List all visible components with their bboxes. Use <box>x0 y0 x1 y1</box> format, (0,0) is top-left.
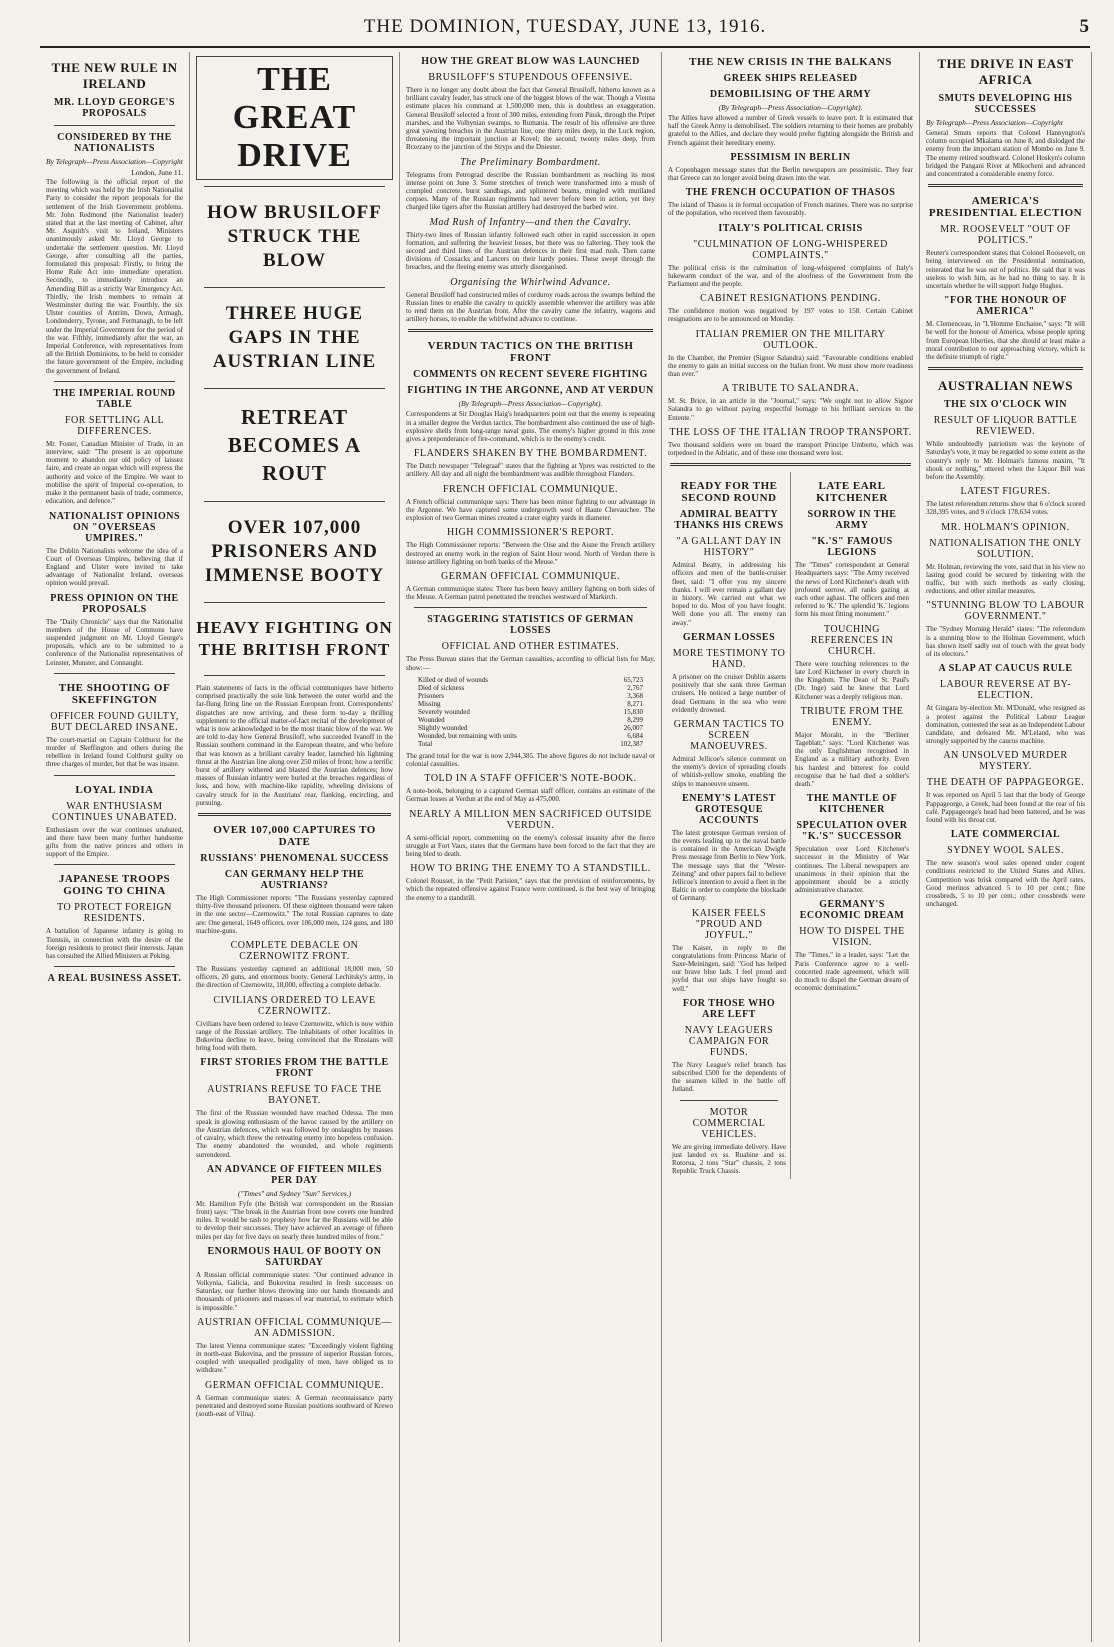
article-text: The island of Thasos is in formal occupation of French marines. There was no surprise of the population, who received them favourably. <box>668 201 913 218</box>
advert-heading: A REAL BUSINESS ASSET. <box>47 973 182 985</box>
headline-troop-transport: THE LOSS OF THE ITALIAN TROOP TRANSPORT. <box>669 426 912 438</box>
headline-french-communique: FRENCH OFFICIAL COMMUNIQUE. <box>442 483 619 495</box>
headline-east-africa: THE DRIVE IN EAST AFRICA <box>937 56 1074 87</box>
table-row <box>416 732 645 740</box>
headline-caucus: A SLAP AT CAUCUS RULE <box>938 663 1073 675</box>
article-text: The new season's wool sales opened under cogent conditions restricted to the United States and Allies. Competition was brisk compared with the April rates. Good merinos advanced 5 to 10 per cent.; fine crossbreds, 5 to 10 per cent.; other crossbreds were unchanged. <box>926 859 1085 909</box>
subhead-phenomenal: RUSSIANS' PHENOMENAL SUCCESS <box>200 853 389 865</box>
article-text: The grand total for the war is now 2,944,385. The above figures do not include naval or colonial casualties. <box>406 751 655 768</box>
article-text: General Smuts reports that Colonel Hannyngton's column occupied Mkalama on June 8, and dislodged the enemy from the important station of Mombo on June 9. The enemy retired southward. Colonel Hoskyn's column bridged the Pangani River at Mikocheni and advanced and concentrated a considerable enemy force. <box>926 129 1085 179</box>
intro-text: Plain statements of facts in the official communiques have hitherto comprised practically the sole link between the outer world and the far-flung firing line on the Russian European front. Correspondents' dispatches are now arriving, and these form to-day a thrilling supplement to the official matter-of-fact recital of the development of what is now acknowledged to be the most titanic blow of the war. We are told to-day how General Brusiloff, who succeeded Ivanoff in the Russian southern command in the European theatre, and who before that was known as a brilliant cavalry leader, launched his lightning thrust at the Austrian line along over 250 miles of front; how a terrific burst of artillery withered and blasted the Austrian defences; how masses of Russian infantry were hurled at the breaches regardless of loss, and how, with machine-like rapidity, wheeling divisions of cavalry struck for in the Austrians' rear, flanking, encircling, and pursuing. <box>196 684 393 807</box>
headline-presidential: AMERICA'S PRESIDENTIAL ELECTION <box>928 195 1083 220</box>
subcolumn-kitchener <box>791 472 913 1179</box>
article-text: The "Times," in a leader, says: "Let the Paris Conference agree to a well-concerted trade agreement, which will do much to dispel the German dream of economic domination." <box>795 951 909 993</box>
article-text: The court-martial on Captain Colthurst for the murder of Skeffington and others during the rebellion in Ireland found Colthurst guilty on three charges of murder, but that he was insane. <box>46 735 183 769</box>
headline-screen-tactics: GERMAN TACTICS TO SCREEN MANOEUVRES. <box>673 718 785 752</box>
stat-label: Total <box>417 739 433 748</box>
advert-text: We are giving immediate delivery. Have just landed ex ss. Ruahine and ss. Rotorua, 2 tons "Star" chassis, 2 tons Republic Truck Chassis. <box>672 1142 786 1176</box>
split-columns <box>668 472 913 1179</box>
headline-press-opinion: PRESS OPINION ON THE PROPOSALS <box>50 592 179 615</box>
headline-salandra: A TRIBUTE TO SALANDRA. <box>721 383 860 395</box>
article-text: The Dutch newspaper "Telegraaf" states that the fighting at Ypres was restricted to the artillery. All day and all night the bombardment was audible throughout Flanders. <box>406 462 655 479</box>
headline-booty: ENORMOUS HAUL OF BOOTY ON SATURDAY <box>207 1245 382 1268</box>
article-text: The Navy League's relief branch has subscribed £500 for the dependents of the seamen killed in the battle off Jutland. <box>672 1060 786 1094</box>
stat-value: 6,684 <box>627 731 644 740</box>
subhead-pappageorge: THE DEATH OF PAPPAGEORGE. <box>926 777 1085 789</box>
headline-italian-premier: ITALIAN PREMIER ON THE MILITARY OUTLOOK. <box>695 328 886 351</box>
headline-high-commissioner: HIGH COMMISSIONER'S REPORT. <box>446 527 615 539</box>
table-row <box>416 708 645 716</box>
article-text: Admiral Jellicoe's silence comment on the enemy's device of spreading clouds of whitish-yellow smoke, enabling the ships to manoeuvre unseen. <box>672 754 786 788</box>
stat-label: Died of sickness <box>417 683 465 692</box>
article-text: Thirty-two lines of Russian infantry followed each other in rapid succession in open formation, and suffering the heaviest losses, but there was no faltering. They took the second and third lines of the Austrian defences in their first mad rush. Then came divisions of Cossacks and Lancers on their hardy ponies. These swept through the breaches, and the fleeing enemy was utterly disorganised. <box>406 230 655 272</box>
article-text: The "Sydney Morning Herald" states: "The referendum is a stunning blow to the Holman Government, which has shown itself sadly out of touch with the great body of its electors." <box>926 625 1085 659</box>
subhead-wool-sales: SYDNEY WOOL SALES. <box>947 845 1064 857</box>
article-text: Colonel Rousset, in the "Petit Parisien," says that the provision of reinforcements, by which the repeated offensive against France were continued, is the best way of bringing the enemy to a standstill. <box>406 877 655 902</box>
article-text: The political crisis is the culmination of long-whispered complaints of Italy's lukewarm conduct of the war, and of the aloofness of the Government from the Parliament and the people. <box>668 263 913 289</box>
subhead-infantry: Mad Rush of Infantry—and then the Cavalry. <box>429 216 632 228</box>
table-row <box>416 676 645 684</box>
table-row <box>416 724 645 732</box>
advert-motor: MOTOR COMMERCIAL VEHICLES. <box>692 1106 766 1140</box>
headline-economic-dream: GERMANY'S ECONOMIC DREAM <box>799 899 905 922</box>
article-text: A note-book, belonging to a captured German staff officer, contains an estimate of the German losses at Verdun at the end of May as 475,000. <box>406 787 655 804</box>
table-row <box>416 684 645 692</box>
headline-million-men: NEARLY A MILLION MEN SACRIFICED OUTSIDE VERDUN. <box>409 808 652 831</box>
great-drive-banner <box>196 56 393 180</box>
stat-label: Prisoners <box>417 691 445 700</box>
headline-late-commercial: LATE COMMERCIAL <box>950 829 1061 841</box>
stat-value: 8,299 <box>627 715 644 724</box>
subhead-germany-help: CAN GERMANY HELP THE AUSTRIANS? <box>224 869 365 892</box>
masthead-title: THE DOMINION, TUESDAY, JUNE 13, 1916. <box>363 16 767 37</box>
headline-great-drive: THE GREAT DRIVE <box>232 61 357 174</box>
article-text: There is no longer any doubt about the fact that General Brusiloff, hitherto known as a brilliant cavalry leader, has struck one of the biggest blows of the war. Though a Vienna estimate places his command at 1,500,000 men, this is doubtless an exaggeration. General Brusiloff selected a front of 300 miles, extending from Pinsk, through the Pripet marshes, and the Volhynian swamps, to Rumania. The result of his offensive are three great yawning breaches in the Austrian line, one thirty miles deep, in the Luck region, threatening the important junction at Kovel; the second, twenty miles deep, from Brzezany to the junction of the Stryps and the Dniester. <box>406 86 655 152</box>
stat-value: 26,007 <box>623 723 644 732</box>
article-text: The High Commissioner reports: "The Russians yesterday captured thirty-five thousand prisoners. Of these eighteen thousand were taken in the one sector—Czernowitz." The total Russian captures to date are: One general, 1649 officers, over 106,000 men, 124 guns, and 180 machine-guns. <box>196 894 393 935</box>
headline-overseas-umpires: NATIONALIST OPINIONS ON "OVERSEAS UMPIRES." <box>48 510 181 544</box>
article-text: A prisoner on the cruiser Dublin asserts positively that she sank three German cruisers. He noticed a large number of dead Germans in the sea who were evidently drowned. <box>672 672 786 714</box>
subhead-testimony: MORE TESTIMONY TO HAND. <box>672 647 786 670</box>
article-text: General Brusiloff had constructed miles of corduroy roads across the swamps behind the Russian lines to enable the cavalry to quickly assemble wherever the artillery was able to rend them on the Austrian front. After the cavalry came the infantry, wagons and artillery horses, to enable the whirlwind advance to continue. <box>406 290 655 324</box>
stat-value: 65,723 <box>623 675 644 684</box>
headline-stunning-blow: "STUNNING BLOW TO LABOUR GOVERNMENT." <box>926 600 1085 623</box>
deck-gaps: THREE HUGE GAPS IN THE AUSTRIAN LINE <box>212 303 377 372</box>
article-text: The latest referendum returns show that 6 o'clock scored 328,395 votes, and 9 o'clock 178,634 votes. <box>926 500 1085 517</box>
headline-launched: HOW THE GREAT BLOW WAS LAUNCHED <box>421 56 640 67</box>
article-text: A German communique states: There has been heavy artillery fighting on both sides of the Meuse. A German patrol penetrated the trenches westward of Markirch. <box>406 584 655 602</box>
article-text: The Kaiser, in reply to the congratulations from Princess Marie of Saxe-Meiningen, said: "God has helped our brave blue lads. I feel proud and joyful that our ships have fought so well." <box>672 943 786 993</box>
source-line: (By Telegraph—Press Association—Copyright). <box>718 103 863 112</box>
headline-honour-america: "FOR THE HONOUR OF AMERICA" <box>944 295 1067 318</box>
subhead-liquor: RESULT OF LIQUOR BATTLE REVIEWED. <box>933 415 1078 438</box>
article-text: Major Moraht, in the "Berliner Tageblatt," says: "Lord Kitchener was the only Englishman recognised in England as a military authority. Even his hardest and bitterest foe could recognise that he had died a soldier's death." <box>795 730 909 788</box>
article-text: A German communique states: A German reconnaissance party penetrated and destroyed some Russian positions southward of Krewo (south-east of Vilna). <box>196 1393 393 1418</box>
subhead-differences: FOR SETTLING ALL DIFFERENCES. <box>64 414 165 437</box>
page-number: 5 <box>1079 16 1090 37</box>
headline-fifteen-miles: AN ADVANCE OF FIFTEEN MILES PER DAY <box>206 1163 383 1186</box>
article-text: The first of the Russian wounded have reached Odessa. The men speak in glowing enthusiasm of the havoc caused by the artillery on the Austrian defences, which was followed by onslaughts by masses of cavalry, which threw the retreating enemy into hopeless confusion. The enemy abandoned the wounded, and whole regiments surrendered. <box>196 1109 393 1159</box>
article-text: The Press Bureau states that the German casualties, according to official lists for May, show:— <box>406 655 655 672</box>
article-text: A semi-official report, commenting on the enemy's colossal insanity after the fierce struggle at Fort Vaux, states that the Germans have been forced to the fact that they are being bled to death. <box>406 833 655 858</box>
article-text: A Copenhagen message states that the Berlin newspapers are pessimistic. They fear that Greece can no longer avoid being drawn into the war. <box>668 165 913 183</box>
table-row <box>416 692 645 700</box>
headline-new-rule: THE NEW RULE IN IRELAND <box>51 60 178 91</box>
article-text: While undoubtedly patriotism was the keynote of Saturday's vote, it may be regarded to some extent as the country's reply to Mr. Holman's famous maxim, "It shook or nothing," uttered when the Liquor Bill was before the Assembly. <box>926 440 1085 482</box>
subhead-nationalists: CONSIDERED BY THE NATIONALISTS <box>57 132 172 154</box>
article-text: The High Commissioner reports: "Between the Oise and the Aisne the French artillery destroyed an enemy work in the region of Saint Hour wood. North of Verdun there is intense artillery fighting on both banks of the Meuse." <box>406 541 655 566</box>
headline-balkans: THE NEW CRISIS IN THE BALKANS <box>689 56 892 68</box>
subhead-whirlwind: Organising the Whirlwind Advance. <box>450 276 611 288</box>
table-row <box>416 740 645 748</box>
headline-civilians: CIVILIANS ORDERED TO LEAVE CZERNOWITZ. <box>213 994 376 1017</box>
column-balkans <box>662 52 920 1642</box>
article-text: The following is the official report of the meeting which was held by the Irish Nationalist Party to consider the report proposals for the settlement of the Irish Government problems. Mr. John Redmond (the Nationalist leader) stated that at the last meeting of Cabinet, after Mr. Asquith's visit to Ireland, Ministers unanimously asked Mr. Lloyd George to undertake the settlement question. Mr. Lloyd George, after consulting all the parties, formulated this proposal: Firstly, to bring the Home Rule Act into immediate operation. Secondly, to immediately introduce an Amending Bill as a strictly War Emergency Act. Thirdly, the Irish members to remain at Westminster during the war. Fourthly, the six Ulster counties of Antrim, Down, Armagh, Londonderry, Tyrone, and Fermanagh, to be left under the Imperial Government for the period of the war. Fifthly, immediately after the war, an Imperial Conference, with representatives from all the British Dominions, to be held to consider the future government of the Empire, including the government of Ireland. <box>46 178 183 375</box>
subhead-successor: SPECULATION OVER "K.'S" SUCCESSOR <box>796 820 908 843</box>
subhead-greek-ships: GREEK SHIPS RELEASED <box>723 73 858 84</box>
stat-label: Severely wounded <box>417 707 470 716</box>
stat-value: 3,368 <box>627 691 644 700</box>
headline-notebook: TOLD IN A STAFF OFFICER'S NOTE-BOOK. <box>424 773 637 785</box>
article-text: Two thousand soldiers were on board the transport Principe Umberto, which was torpedoed in the Adriatic, and of these one thousand were lost. <box>668 440 913 458</box>
article-text: There were touching references to the late Lord Kitchener in every church in the Kingdom. The Dean of St. Paul's (Dr. Inge) said he knew that Lord Kitchener was a deeply religious man. <box>795 659 909 701</box>
headline-flanders: FLANDERS SHAKEN BY THE BOMBARDMENT. <box>413 448 648 460</box>
source-line: By Telegraph—Press Association—Copyright <box>46 157 183 166</box>
article-text: Civilians have been ordered to leave Czernowitz, which is now within range of the Russian artillery. The inhabitants of other localities in Bukovina decline to leave, being convinced that the Russians will bring food with them. <box>196 1019 393 1053</box>
headline-enemy-tribute: TRIBUTE FROM THE ENEMY. <box>800 705 904 728</box>
subhead-complaints: "CULMINATION OF LONG-WHISPERED COMPLAINTS." <box>693 238 888 261</box>
headline-those-left: FOR THOSE WHO ARE LEFT <box>682 997 776 1020</box>
stat-label: Wounded, but remaining with units <box>417 731 517 740</box>
subcolumn-navy <box>668 472 791 1179</box>
subhead-offensive: BRUSILOFF'S STUPENDOUS OFFENSIVE. <box>428 72 633 83</box>
article-text: The Allies have allowed a number of Greek vessels to leave port. It is estimated that half the Greek Army is demobilised. The soldiers returning to their homes are probably grateful to the Allies, and declare they would prefer fighting alongside the British and French against their hereditary enemy. <box>668 114 913 147</box>
subhead-proposals: MR. LLOYD GEORGE'S PROPOSALS <box>54 97 175 119</box>
article-text: Reuter's correspondent states that Colonel Roosevelt, on being interviewed on the Presidential nomination, reiterated that he was out of politics. He said that it was useless to wish him, as he had no thing to say. It is uncertain whether he will support Judge Hughes. <box>926 249 1085 291</box>
subhead-india: WAR ENTHUSIASM CONTINUES UNABATED. <box>51 800 178 823</box>
article-text: The "Daily Chronicle" says that the Nationalist members of the House of Commons have suspended judgment on Mr. Lloyd George's proposals, which are to be submitted to a conference of the Nationalist representatives of Leinster, Munster, and Connaught. <box>46 617 183 667</box>
stat-value: 8,271 <box>627 699 644 708</box>
headline-japanese-troops: JAPANESE TROOPS GOING TO CHINA <box>58 873 171 898</box>
stat-value: 2,767 <box>627 683 644 692</box>
subhead-japanese: TO PROTECT FOREIGN RESIDENTS. <box>57 902 172 925</box>
article-text: In the Chamber, the Premier (Signor Salandra) said: "Favourable conditions enabled the enemy to gain an initial success on the Italian front. We must show more readiness than ever." <box>668 353 913 379</box>
stat-value: 102,387 <box>620 739 644 748</box>
headline-australian-news: AUSTRALIAN NEWS <box>938 378 1073 394</box>
article-text: M. St. Brice, in an article in the "Journal," says: "We ought not to allow Signor Salandra to go without paying respectful homage to his brilliant services to the Entente." <box>668 397 913 422</box>
headline-grotesque: ENEMY'S LATEST GROTESQUE ACCOUNTS <box>682 792 776 826</box>
headline-kaiser: KAISER FEELS "PROUD AND JOYFUL." <box>691 907 767 941</box>
headline-loyal-india: LOYAL INDIA <box>75 783 154 796</box>
headline-captures: OVER 107,000 CAPTURES TO DATE <box>213 824 376 849</box>
source-line: (By Telegraph—Press Association—Copyright). <box>458 399 603 409</box>
table-row <box>416 716 645 724</box>
subhead-argonne: FIGHTING IN THE ARGONNE, AND AT VERDUN <box>407 385 654 397</box>
stat-label: Killed or died of wounds <box>417 675 488 684</box>
deck-british-front: HEAVY FIGHTING ON THE BRITISH FRONT <box>196 618 393 659</box>
subhead-estimates: OFFICIAL AND OTHER ESTIMATES. <box>441 641 620 653</box>
article-text: The latest grotesque German version of the events leading up to the naval battle is contained in the American Dwight Press message from Berlin to New York. The message says that the "Weser-Zeitung" and other papers fail to believe Jellicoe's intention to avoid a fleet in the Baltic in order to complete the blockade of Germany. <box>672 828 786 903</box>
subhead-legions: "K.'S" FAMOUS LEGIONS <box>811 536 893 559</box>
subhead-navy-league: NAVY LEAGUERS CAMPAIGN FOR FUNDS. <box>684 1024 774 1058</box>
headline-cabinet: CABINET RESIGNATIONS PENDING. <box>700 293 881 305</box>
headline-thasos: THE FRENCH OCCUPATION OF THASOS <box>685 187 896 199</box>
headline-mantle: THE MANTLE OF KITCHENER <box>806 793 898 816</box>
article-text: Mr. Foster, Canadian Minister of Trade, in an interview, said: "The present is an opportune moment to abandon our old policy of laissez faire, and create an organ which will express the authority and voice of the Empire. We want to mobilise the spirit of Imperial co-operation, to make it the permanent basis of trade, commerce, education, and defence." <box>46 439 183 506</box>
headline-verdun-tactics: VERDUN TACTICS ON THE BRITISH FRONT <box>427 340 634 365</box>
headline-czernowitz: COMPLETE DEBACLE ON CZERNOWITZ FRONT. <box>230 940 359 963</box>
headline-first-stories: FIRST STORIES FROM THE BATTLE FRONT <box>200 1057 389 1080</box>
article-text: Mr. Hamilton Fyfe (the British war correspondent on the Russian front) says: "The break in the Austrian front now covers one hundred miles. It would be rash to prophesy how far the Russians will be able to develop their successes. They have achieved an average of fifteen miles per day for five days on nearly three hundred miles of front." <box>196 1199 393 1241</box>
table-row <box>416 700 645 708</box>
stat-label: Slightly wounded <box>417 723 468 732</box>
headline-church: TOUCHING REFERENCES IN CHURCH. <box>810 623 894 657</box>
article-text: The latest Vienna communique states: "Exceedingly violent fighting in north-east Bukovina, and the pressure of superior Russian forces, coupled with unequalled prodigality of men, have obliged us to withdraw." <box>196 1341 393 1375</box>
headline-holman: MR. HOLMAN'S OPINION. <box>941 521 1070 533</box>
article-text: Admiral Beatty, in addressing his officers and men of the battle-cruiser fleet, said: "I offer you my sincere thanks. I will ever remain a gallant day in history. We carried out what we hoped to do. Most of you have fought. Well done you all. The enemy ran away." <box>672 561 786 627</box>
subhead-sorrow: SORROW IN THE ARMY <box>807 509 897 532</box>
subhead-demobilising: DEMOBILISING OF THE ARMY <box>709 89 872 100</box>
stat-value: 15,830 <box>623 707 644 716</box>
subhead-skeffington: OFFICER FOUND GUILTY, BUT DECLARED INSANE. <box>50 710 179 733</box>
column-ireland <box>40 52 190 1642</box>
headline-pessimism: PESSIMISM IN BERLIN <box>730 151 851 163</box>
subhead-bayonet: AUSTRIANS REFUSE TO FACE THE BAYONET. <box>207 1084 382 1107</box>
headline-round-table: THE IMPERIAL ROUND TABLE <box>53 387 176 410</box>
subhead-six-oclock: THE SIX O'CLOCK WIN <box>944 399 1067 411</box>
article-text: The Dublin Nationalists welcome the idea of a Court of Overseas Umpires, believing that if England and Ulster were invited to take advantage of Nationalist Ireland, overseas opinion would prevail. <box>46 546 183 588</box>
headline-murder-mystery: AN UNSOLVED MURDER MYSTERY. <box>943 750 1068 773</box>
article-text: Speculation over Lord Kitchener's successor in the Ministry of War continues. The Liberal newspapers are unanimous in their opinion that the appointment should be a strictly administrative character. <box>795 845 909 895</box>
dateline: London, June 11. <box>131 168 183 177</box>
subhead-beatty: ADMIRAL BEATTY THANKS HIS CREWS <box>674 509 784 532</box>
article-text: Telegrams from Petrograd describe the Russian bombardment as reaching its most intense point on June 3. Some stretches of trench were transformed into a mush of crumpled concrete, burst sandbags, and splintered beams, mingled with mutilated corpses. Many of the Russian regiments had never before been in action, yet they charged like tigers after the Russian artillery had destroyed the barbed wire. <box>406 170 655 212</box>
headline-german-communique: GERMAN OFFICIAL COMMUNIQUE. <box>441 570 620 582</box>
article-text: A French official communique says: There has been minor fighting to our advantage in the Argonne. We have captured some undergrowth west of Haute Chevauchee. The explosion of two German mines created a crater eighty yards in diameter. <box>406 497 655 523</box>
article-text: A Russian official communique states: "Our continued advance in Volkynia, Galicia, and Bukovina resulted in fresh successes on Saturday, our further blows throwing into our hands thousands and thousands of prisoners and masses of war material, to estimate which is impossible." <box>196 1270 393 1312</box>
subhead-comments: COMMENTS ON RECENT SEVERE FIGHTING <box>413 369 648 381</box>
headline-statistics: STAGGERING STATISTICS OF GERMAN LOSSES <box>427 614 634 637</box>
subhead-smuts: SMUTS DEVELOPING HIS SUCCESSES <box>938 93 1073 115</box>
article-text: The confidence motion was negatived by 197 votes to 158. Certain Cabinet resignations are to be announced on Monday. <box>668 307 913 324</box>
losses-table <box>416 676 645 748</box>
subhead-bombardment: The Preliminary Bombardment. <box>460 156 601 168</box>
article-text: At Gingara by-election Mr. M'Donald, who resigned as a protest against the Political Labour League domination, contested the seat as an Independent Labour candidate, and defeated Mr. M'Leland, who was strongly supported by the caucus machine. <box>926 704 1086 746</box>
headline-austrian-admission: AUSTRIAN OFFICIAL COMMUNIQUE—AN ADMISSION. <box>197 1316 392 1339</box>
masthead <box>40 14 1090 48</box>
deck-prisoners: OVER 107,000 PRISONERS AND IMMENSE BOOTY <box>204 517 385 586</box>
source-line: By Telegraph—Press Association—Copyright <box>926 118 1063 127</box>
subhead-vision: HOW TO DISPEL THE VISION. <box>799 926 905 949</box>
headline-standstill: HOW TO BRING THE ENEMY TO A STANDSTILL. <box>410 863 651 875</box>
subhead-nationalisation: NATIONALISATION THE ONLY SOLUTION. <box>929 537 1082 560</box>
column-east-africa <box>920 52 1092 1642</box>
headline-latest-figures: LATEST FIGURES. <box>960 486 1051 498</box>
article-text: Mr. Holman, reviewing the vote, said that in his view no lasting good could be secured by tinkering with the traffic, but with such methods as early closing, reductions, and other similar measures. <box>926 562 1085 596</box>
headline-skeffington: THE SHOOTING OF SKEFFINGTON <box>58 681 171 706</box>
article-text: M. Clemenceau, in "L'Homme Enchaine," says: "It will be well for the honour of America, whose people spring from European liberties, that she should at least make a moral contribution to our approaching victory, which is the definite triumph of right." <box>926 320 1085 362</box>
article-text: The Russians yesterday captured an additional 18,000 men, 50 officers, 20 guns, and enormous booty. General Lechitsky's army, in the direction of Czernowitz, 18,000, effecting a complete debacle. <box>196 965 393 990</box>
headline-kitchener: LATE EARL KITCHENER <box>816 480 888 505</box>
headline-german-losses: GERMAN LOSSES <box>682 631 776 643</box>
deck-rout: RETREAT BECOMES A ROUT <box>227 405 362 485</box>
article-text: It was reported on April 5 last that the body of George Pappageorge, a Greek, had been found at the rear of his café. Pappageorge's head had been battered, and he was found with his throat cut. <box>926 791 1085 824</box>
deck-brusiloff: HOW BRUSILOFF STRUCK THE BLOW <box>207 202 382 271</box>
subhead-roosevelt: MR. ROOSEVELT "OUT OF POLITICS." <box>940 224 1071 247</box>
article-text: A battalion of Japanese infantry is going to Tientsin, in connection with the desire of the foreign residents to protect their interests. Japan has consulted the Allied Ministers at Peking. <box>46 927 183 960</box>
source-line: ("Times" and Sydney "Sun" Services.) <box>237 1188 352 1198</box>
subhead-gallant-day: "A GALLANT DAY IN HISTORY" <box>676 536 782 559</box>
article-text: Enthusiasm over the war continues unabated, and there have been many further handsome gifts from the native princes and others in support of the Empire. <box>46 825 183 859</box>
article-text: Correspondents at Sir Douglas Haig's headquarters point out that the enemy is repeating in a smaller degree the Verdun tactics. The bombardment also continued the use of high-explosive shells from long-range naval guns. The enemy's higher ground in this zone gives a preponderance of fire-command, which is to the enemy's credit. <box>406 410 655 444</box>
article-text: The "Times" correspondent at General Headquarters says: "The Army received the news of Lord Kitchener's death with profound sorrow, all ranks gazing at each other aghast. The officers and men referred to 'K.' The splendid 'K.' legions form his most fitting monument." <box>795 561 909 619</box>
column-launched <box>400 52 662 1642</box>
subhead-by-election: LABOUR REVERSE AT BY-ELECTION. <box>939 679 1072 702</box>
stat-label: Missing <box>417 699 441 708</box>
headline-german-communique: GERMAN OFFICIAL COMMUNIQUE. <box>205 1379 384 1391</box>
headline-second-round: READY FOR THE SECOND ROUND <box>680 480 778 505</box>
column-great-drive <box>190 52 400 1642</box>
headline-italy-crisis: ITALY'S POLITICAL CRISIS <box>718 222 863 234</box>
stat-label: Wounded <box>417 715 445 724</box>
